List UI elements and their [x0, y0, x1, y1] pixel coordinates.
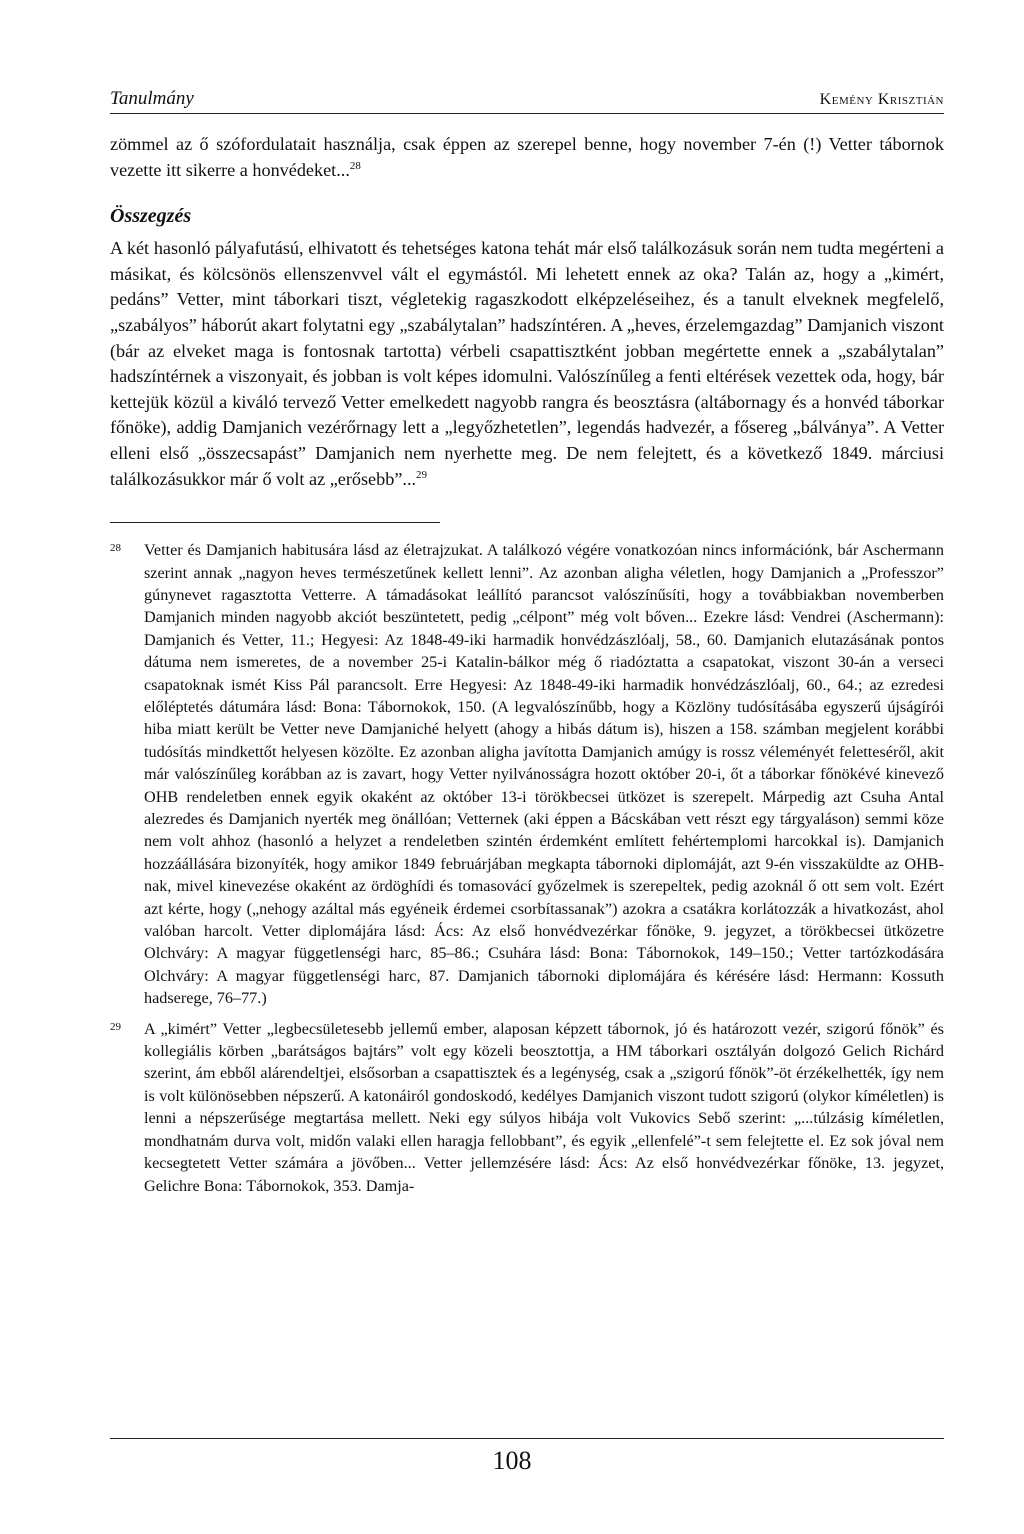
- section-heading: Összegzés: [110, 205, 192, 228]
- footnote-text: Vetter és Damjanich habitusára lásd az életrajzukat. A találkozó végére vonatkozóan nincs információnk, bár Aschermann szerint annak „nagyon heves természetűnek kellett lenni”. Az azonban aligha véletlen, hogy Damjanich a „Professzor” gúnynevet ragasztotta Vetterre. A támadásokat leállító parancsot valószínűsíti, hogy a továbbiakban novemberben Damjanich minden nagyobb akciót beszüntetett, pedig „célpont” még volt bőven... Ezekre lásd: Vendrei (Aschermann): Damjanich és Vetter, 11.; Hegyesi: Az 1848-49-iki harmadik honvédzászlóalj, 58., 60. Damjanich elutazásának pontos dátuma nem ismeretes, de a november 25-i Katalin-bálkor még ő riadóztatta a csapatokat, viszont 30-án a verseci csapatoknak ismét Kiss Pál parancsolt. Erre Hegyesi: Az 1848-49-iki harmadik honvédzászlóalj, 60., 64.; az ezredesi előléptetés dátumára lásd: Bona: Tábornokok, 150. (A legvalószínűbb, hogy a Közlöny tudósításába egyszerű újságírói hiba miatt került be Vetter neve Damjaniché helyett (ahogy a hibás dátum is), hiszen a 158. számban megjelent korábbi tudósítás mindkettőt helyesen közölte. Ez azonban aligha javította Damjanich amúgy is rossz véleményét feletteséről, akit már valószínűleg korábban az is zavart, hogy Vetter nyilvánosságra hozott október 20-i, őt a táborkar főnökévé kinevező OHB rendeletben ennek egyik okaként az október 13-i törökbecsei ütközet is szerepelt. Márpedig azt Csuha Antal alezredes és Damjanich nyerték meg önállóan; Vetternek (aki éppen a Bácskában vett részt egy tárgyaláson) semmi köze nem volt ahhoz (hasonló a helyzet a rendeletben szintén érdemként említett fehértemplomi harcokkal is). Damjanich hozzáállására bizonyíték, hogy amikor 1849 februárjában megkapta tábornoki diplomáját, azt 9-én visszaküldte az OHB-nak, mivel kinevezése okaként az ördöghídi és tomasovácí győzelmek is szerepeltek, pedig azoknál ő ott sem volt. Ezért azt kérte, hogy („nehogy azáltal más egyéneik érdemei csorbítassanak”) azokra a csatákra korlátozzák a hivatkozást, ahol valóban harcolt. Vetter diplomájára lásd: Ács: Az első honvédvezérkar főnöke, 9. jegyzet, a törökbecsei ütközetre Olchváry: A magyar függetlenségi harc, 85–86.; Csuhára lásd: Bona: Tábornokok, 149–150.; Vetter tartózkodására Olchváry: A magyar függetlenségi harc, 87. Damjanich tábornoki diplomájára és kérésére lásd: Hermann: Kossuth hadserege, 76–77.): [144, 541, 944, 1008]
- footnote: [110, 1018, 944, 1197]
- running-header: [110, 88, 944, 114]
- footnote-separator: [110, 522, 440, 523]
- page-number: 108: [492, 1446, 532, 1475]
- footnote-text: A „kimért” Vetter „legbecsületesebb jellemű ember, alaposan képzett tábornok, jó és határozott vezér, szigorú főnök” és kollegiális körben „barátságos bajtárs” volt egy közeli beosztottja, a HM táborkari osztályán dolgozó Gelich Richárd szerint, ám ebből alárendeltjei, elsősorban a csapattisztek és a legénység, csak a „szigorú főnök”-öt érzékelhették, így nem is volt különösebben népszerű. A katonáiról gondoskodó, kedélyes Damjanich viszont tudott szigorú (olykor kíméletlen) is lenni a népszerűsége megtartása mellett. Neki egy súlyos hibája volt Vukovics Sebő szerint: „...túlzásig kíméletlen, mondhatnám durva volt, midőn valaki ellen haragja fellobbant”, és egyik „ellenfelé”-t sem felejtette el. Ez sok jóval nem kecsegtetett Vetter számára a jövőben... Vetter jellemzésére lásd: Ács: Az első honvédvezérkar főnöke, 13. jegyzet, Gelichre Bona: Tábornokok, 353. Damja-: [144, 1019, 944, 1195]
- footnote: [110, 539, 944, 1010]
- body-paragraph: [110, 132, 944, 183]
- page-content: [110, 88, 944, 1205]
- summary-paragraph: [110, 236, 944, 492]
- footnote-number: 28: [110, 542, 121, 555]
- footnote-ref[interactable]: 29: [416, 468, 428, 481]
- footnote-ref[interactable]: 28: [349, 159, 361, 172]
- header-section-label: Tanulmány: [110, 88, 194, 109]
- summary-paragraph-text: A két hasonló pályafutású, elhivatott és tehetséges katona tehát már első találkozásuk során nem tudta megérteni a másikat, és kölcsönös ellenszenvvel vált el egymástól. Mi lehetett ennek az oka? Talán az, hogy a „kimért, pedáns” Vetter, mint táborkari tiszt, végletekig ragaszkodott elképzeléseihez, és a tanult elveknek megfelelő, „szabályos” háborút akart folytatni egy „szabálytalan” hadszíntéren. A „heves, érzelemgazdag” Damjanich viszont (bár az elveket maga is fontosnak tartotta) vérbeli csapattisztként jobban megértette ennek a „szabálytalan” hadszíntérnek a viszonyait, és jobban is volt képes idomulni. Valószínűleg a fenti eltérések vezettek oda, hogy, bár kettejük közül a kiváló tervező Vetter emelkedett nagyobb rangra és beosztásra (altábornagy és a honvéd táborkar főnöke), addig Damjanich vezérőrnagy lett a „legyőzhetetlen”, legendás hadvezér, a fősereg „bálványa”. A Vetter elleni első „összecsapást” Damjanich nem nyerhette meg. De nem felejtett, és a következő 1849. márciusi találkozásukkor már ő volt az „erősebb”...: [110, 238, 944, 489]
- footnote-number: 29: [110, 1020, 121, 1033]
- page-footer-rule: [110, 1438, 944, 1439]
- header-author: Kemény Krisztián: [819, 91, 944, 108]
- body-paragraph-text: zömmel az ő szófordulatait használja, csak éppen az szerepel benne, hogy november 7-én (!) Vetter tábornok vezette itt sikerre a honvédeket...: [110, 134, 944, 180]
